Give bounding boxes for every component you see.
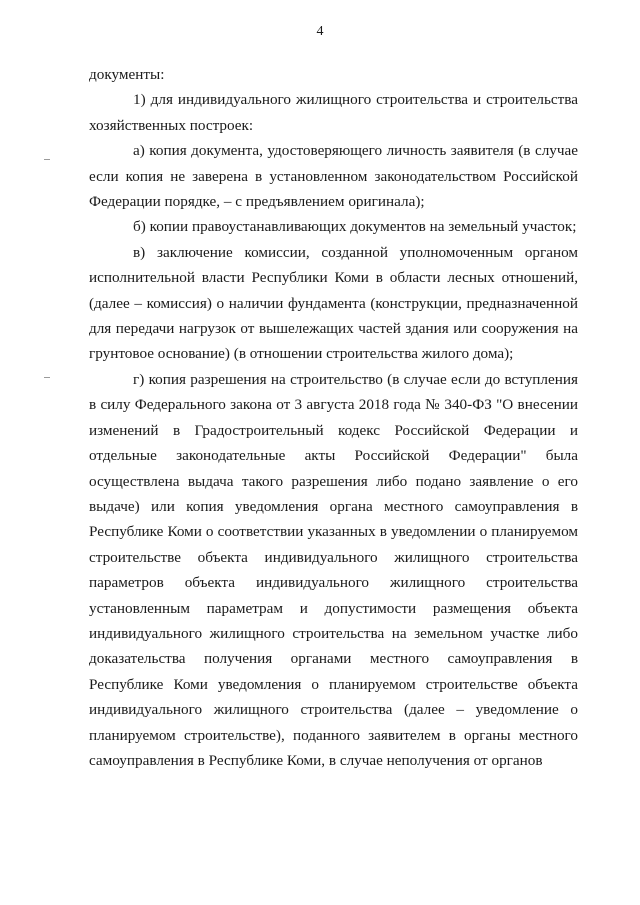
paragraph: документы: [89,66,165,83]
margin-tick-mark [44,377,50,378]
paragraph: 1) для индивидуального жилищного строительства и строительства хозяйственных построек: [89,91,578,134]
paragraph: а) копия документа, удостоверяющего личность заявителя (в случае если копия не заверена в установленном законодательством Российской Федерации порядке, – с предъявлением оригинала); [89,142,578,211]
margin-tick-mark [44,159,50,160]
paragraph: б) копии правоустанавливающих документов на земельный участок; [133,218,577,236]
document-body [89,62,578,773]
paragraph: в) заключение комиссии, созданной уполномоченным органом исполнительной власти Республики Коми в области лесных отношений, (далее – комиссия) о наличии фундамента (конструкции, предназначенной для передачи нагрузок от вышележащих частей здания или сооружения на грунтовое основание) (в отношении строительства жилого дома); [89,243,578,363]
paragraph: г) копия разрешения на строительство (в случае если до вступления в силу Федерального закона от 3 августа 2018 года № 340-ФЗ "О внесении изменений в Градостроительный кодекс Российской Федерации и отдельные законодательные акты Российской Федерации" была осуществлена выдача такого разрешения либо подано заявление о его выдаче) или копия уведомления органа местного самоуправления в Республике Коми о соответствии указанных в уведомлении о планируемом строительстве объекта индивидуального жилищного строительства параметров объекта индивидуального жилищного строительства установленным параметрам и допустимости размещения объекта индивидуального жилищного строительства на земельном участке либо доказательства получения органами местного самоуправления в Республике Коми уведомления о планируемом строительстве объекта индивидуального жилищного строительства (далее – уведомление о планируемом строительстве), поданного заявителем в органы местного самоуправления в Республике Коми, в случае неполучения от органов [89,370,578,769]
page-number: 4 [316,24,324,39]
